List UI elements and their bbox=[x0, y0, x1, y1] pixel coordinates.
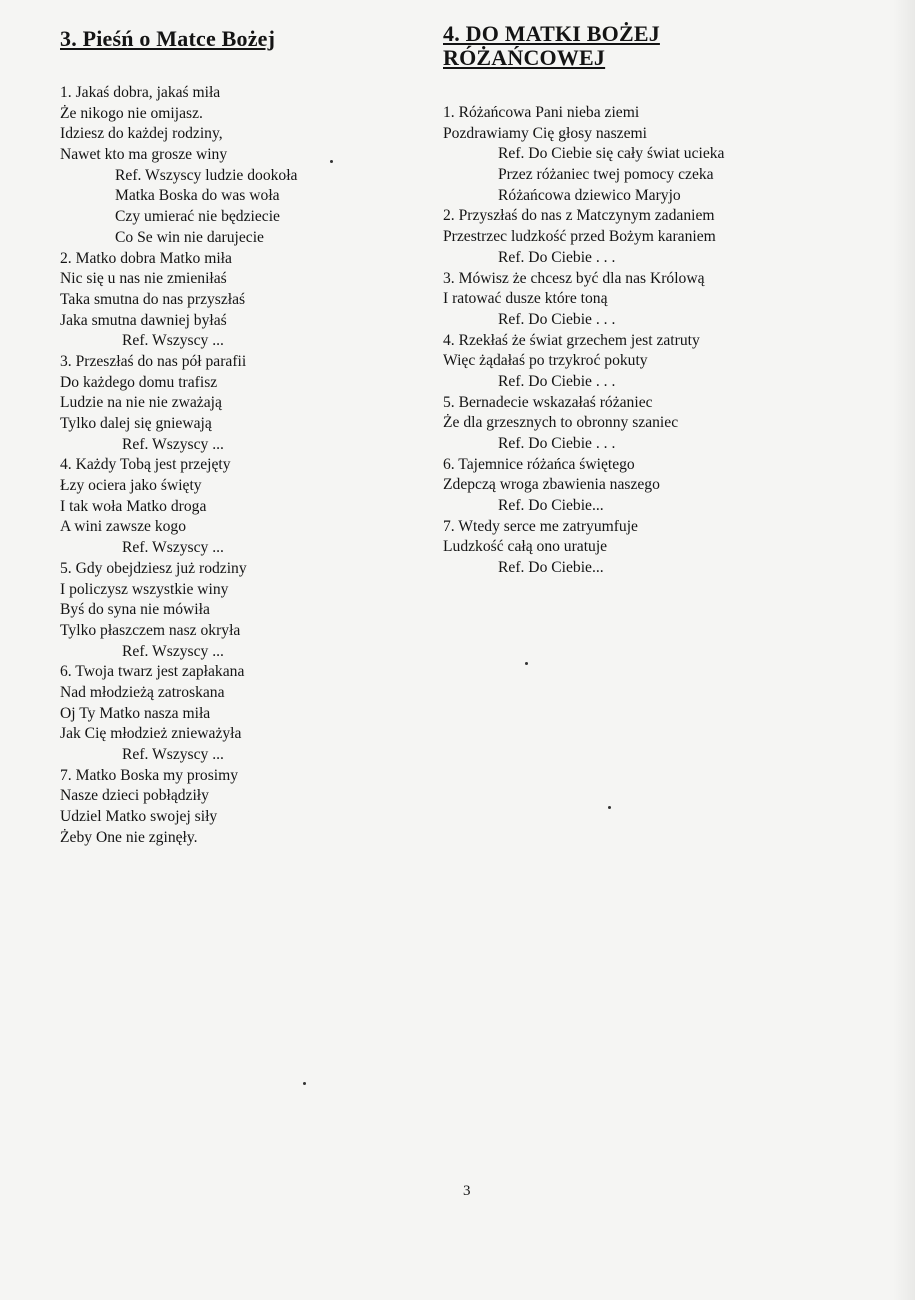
verse-line: Nad młodzieżą zatroskana bbox=[60, 683, 225, 701]
verse-line: Nic się u nas nie zmieniłaś bbox=[60, 270, 227, 288]
verse-line: I tak woła Matko droga bbox=[60, 497, 207, 515]
verse-line: 3. Przeszłaś do nas pół parafii bbox=[60, 352, 247, 370]
refrain-line: Matka Boska do was woła bbox=[115, 187, 280, 205]
refrain-line: Ref. Wszyscy ... bbox=[122, 746, 224, 763]
verse-line: 6. Twoja twarz jest zapłakana bbox=[60, 663, 245, 681]
verse-line: Tylko dalej się gniewają bbox=[60, 415, 212, 432]
verse-line: 7. Matko Boska my prosimy bbox=[60, 766, 239, 784]
refrain-line: Ref. Do Ciebie . . . bbox=[498, 310, 616, 328]
verse-line: Tylko płaszczem nasz okryła bbox=[60, 621, 241, 639]
verse-line: Jak Cię młodzież znieważyła bbox=[60, 725, 242, 743]
verse-line: 5. Gdy obejdziesz już rodziny bbox=[60, 559, 247, 577]
verse-line: Zdepczą wroga zbawienia naszego bbox=[443, 476, 660, 494]
verse-line: Nasze dzieci pobłądziły bbox=[60, 787, 209, 805]
speck bbox=[303, 1082, 306, 1085]
verse-line: 6. Tajemnice różańca świętego bbox=[443, 455, 635, 473]
left-song-lines bbox=[60, 83, 297, 848]
refrain-line: Czy umierać nie będziecie bbox=[115, 208, 280, 226]
verse-line: 3. Mówisz że chcesz być dla nas Królową bbox=[443, 269, 705, 287]
left-song-title: 3. Pieśń o Matce Bożej bbox=[60, 26, 276, 51]
refrain-line: Ref. Do Ciebie się cały świat ucieka bbox=[498, 145, 725, 163]
refrain-line: Ref. Do Ciebie . . . bbox=[498, 435, 616, 452]
verse-line: I ratować dusze które toną bbox=[443, 290, 608, 308]
verse-line: Ludzkość całą ono uratuje bbox=[443, 538, 608, 556]
right-song-lines bbox=[443, 103, 724, 579]
refrain-line: Ref. Wszyscy ... bbox=[122, 539, 224, 557]
speck bbox=[608, 806, 611, 809]
refrain-line: Ref. Wszyscy ludzie dookoła bbox=[115, 166, 298, 184]
verse-line: 2. Matko dobra Matko miła bbox=[60, 249, 232, 267]
verse-line: I policzysz wszystkie winy bbox=[60, 580, 229, 598]
verse-line: 1. Jakaś dobra, jakaś miła bbox=[60, 84, 221, 101]
verse-line: Przestrzec ludzkość przed Bożym karaniem bbox=[443, 228, 716, 246]
verse-line: 7. Wtedy serce me zatryumfuje bbox=[443, 517, 638, 535]
verse-line: Do każdego domu trafisz bbox=[60, 373, 218, 391]
refrain-line: Ref. Do Ciebie... bbox=[498, 559, 604, 577]
verse-line: Żeby One nie zginęły. bbox=[60, 828, 198, 846]
refrain-line: Przez różaniec twej pomocy czeka bbox=[498, 166, 714, 184]
verse-line: 5. Bernadecie wskazałaś różaniec bbox=[443, 393, 653, 411]
refrain-line: Co Se win nie darujecie bbox=[115, 228, 264, 246]
verse-line: Byś do syna nie mówiła bbox=[60, 601, 210, 619]
verse-line: Pozdrawiamy Cię głosy naszemi bbox=[443, 124, 647, 142]
verse-line: Łzy ociera jako święty bbox=[60, 477, 202, 495]
right-song-title: 4. DO MATKI BOŻEJ RÓŻAŃCOWEJ bbox=[443, 21, 660, 70]
verse-line: Jaka smutna dawniej byłaś bbox=[60, 311, 227, 329]
verse-line: Że nikogo nie omijasz. bbox=[60, 104, 203, 122]
verse-line: Więc żądałaś po trzykroć pokuty bbox=[443, 352, 648, 370]
verse-line: Idziesz do każdej rodziny, bbox=[60, 125, 223, 143]
page-number: 3 bbox=[463, 1183, 471, 1199]
refrain-line: Ref. Wszyscy ... bbox=[122, 332, 224, 350]
refrain-line: Ref. Do Ciebie . . . bbox=[498, 248, 616, 266]
refrain-line: Różańcowa dziewico Maryjo bbox=[498, 186, 681, 204]
verse-line: Ludzie na nie nie zważają bbox=[60, 394, 222, 412]
verse-line: 4. Każdy Tobą jest przejęty bbox=[60, 456, 231, 474]
verse-line: Że dla grzesznych to obronny szaniec bbox=[443, 414, 679, 432]
verse-line: Nawet kto ma grosze winy bbox=[60, 146, 228, 164]
verse-line: 4. Rzekłaś że świat grzechem jest zatruty bbox=[443, 331, 700, 349]
verse-line: Taka smutna do nas przyszłaś bbox=[60, 290, 246, 308]
refrain-line: Ref. Wszyscy ... bbox=[122, 435, 224, 453]
verse-line: Udziel Matko swojej siły bbox=[60, 808, 218, 826]
verse-line: Oj Ty Matko nasza miła bbox=[60, 704, 211, 722]
page-edge-shadow bbox=[893, 0, 915, 1300]
verse-line: 1. Różańcowa Pani nieba ziemi bbox=[443, 104, 640, 121]
refrain-line: Ref. Wszyscy ... bbox=[122, 642, 224, 660]
verse-line: A wini zawsze kogo bbox=[60, 518, 187, 536]
refrain-line: Ref. Do Ciebie... bbox=[498, 497, 604, 515]
verse-line: 2. Przyszłaś do nas z Matczynym zadaniem bbox=[443, 207, 715, 225]
speck bbox=[525, 662, 528, 665]
speck bbox=[330, 160, 333, 163]
refrain-line: Ref. Do Ciebie . . . bbox=[498, 372, 616, 390]
